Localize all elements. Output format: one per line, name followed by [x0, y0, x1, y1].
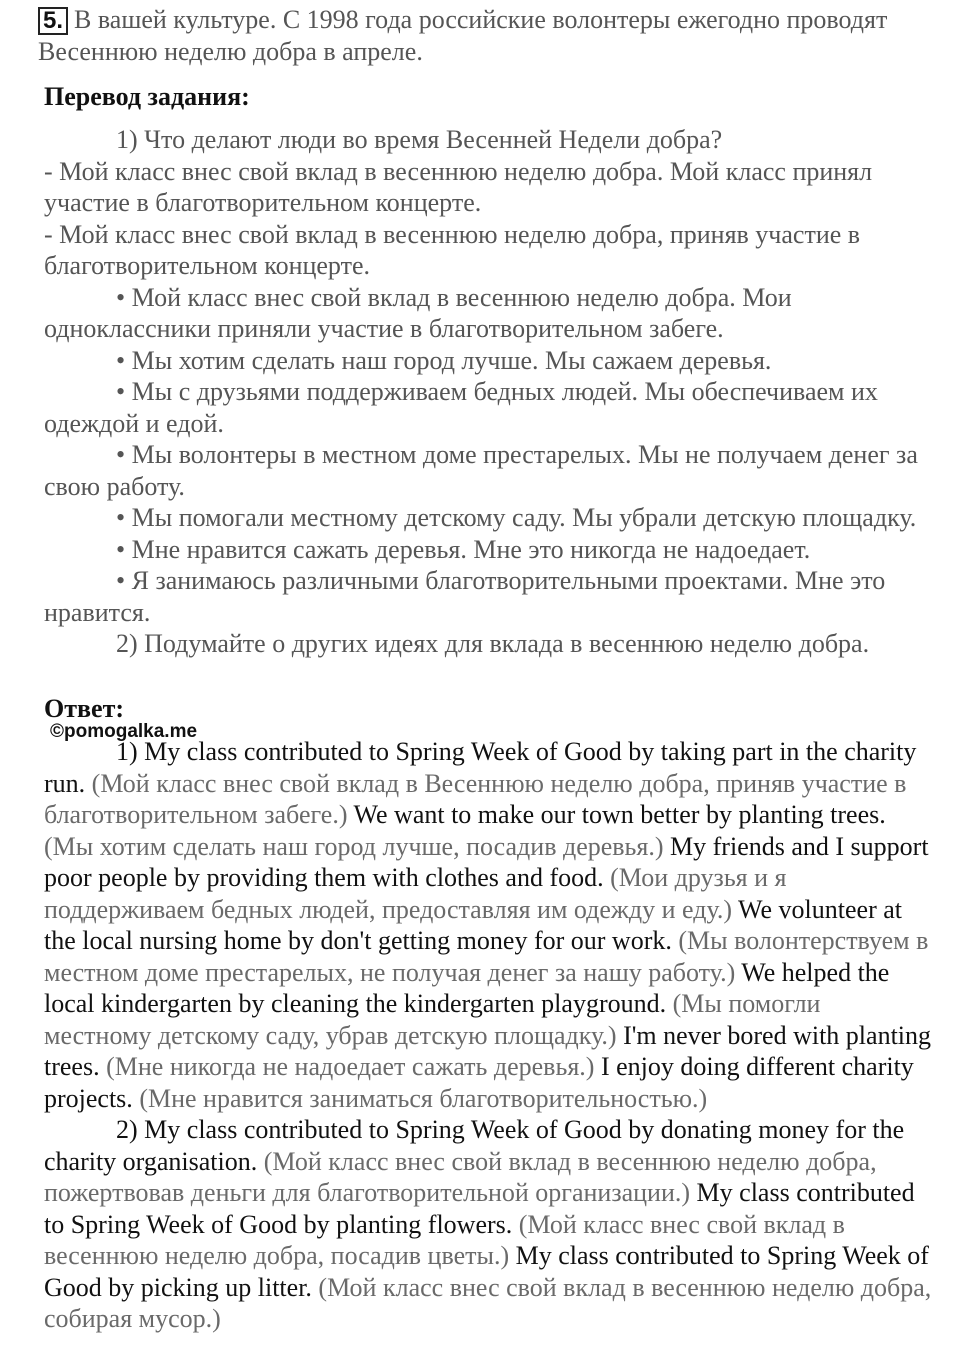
translation-bullet: • Мне нравится сажать деревья. Мне это никогда не надоедает.: [116, 534, 811, 564]
translation-line: - Мой класс внес свой вклад в весеннюю неделю добра, приняв участие в благотворительном концерте.: [44, 219, 861, 280]
translation-bullet: • Я занимаюсь различными благотворительными проектами. Мне это нравится.: [44, 566, 886, 627]
answer-russian: (Мы волонтерствуем в местном доме престарелых, не получая денег за нашу работу.): [44, 926, 929, 987]
translation-line: - Мой класс внес свой вклад в весеннюю неделю добра. Мой класс принял участие в благотворительном концерте.: [44, 156, 873, 217]
answer-russian: (Мой класс внес свой вклад в весеннюю неделю добра, собирая мусор.): [44, 1272, 932, 1333]
answer-block: [44, 736, 934, 1335]
answer-paragraph-2: [44, 1114, 934, 1335]
translation-question-2: 2) Подумайте о других идеях для вклада в весеннюю неделю добра.: [116, 629, 870, 658]
translation-bullet: • Мой класс внес свой вклад в весеннюю неделю добра. Мои одноклассники приняли участие в благотворительном забеге.: [44, 282, 792, 343]
answer-paragraph-1: [44, 736, 934, 1114]
answer-english: I enjoy doing different charity projects.: [44, 1052, 914, 1113]
answer-russian: (Мне нравится заниматься благотворительностью.): [139, 1083, 708, 1113]
answer-english: My friends and I support poor people by providing them with clothes and food.: [44, 831, 929, 892]
task-number: 5.: [38, 7, 68, 35]
translation-question-1: 1) Что делают люди во время Весенней Недели добра?: [116, 125, 723, 154]
translation-block: [44, 124, 934, 660]
translation-bullet: • Мы с друзьями поддерживаем бедных людей. Мы обеспечиваем их одеждой и едой.: [44, 377, 878, 438]
answer-russian: (Мы хотим сделать наш город лучше, посадив деревья.): [44, 831, 664, 861]
translation-heading: Перевод задания:: [44, 82, 250, 111]
answer-heading: Ответ:: [44, 694, 125, 723]
answer-russian: (Мой класс внес свой вклад в весеннюю неделю добра, пожертвовав деньги для благотворительной организации.): [44, 1146, 877, 1207]
translation-bullet: • Мы волонтеры в местном доме престарелых. Мы не получаем денег за свою работу.: [44, 440, 918, 501]
answer-russian: (Мои друзья и я поддерживаем бедных людей, предоставляя им одежду и еду.): [44, 863, 787, 924]
answer-english: We want to make our town better by planting trees.: [353, 800, 886, 829]
answer-russian: (Мы помогли местному детскому саду, убрав детскую площадку.): [44, 989, 821, 1050]
answer-english: We helped the local kindergarten by cleaning the kindergarten playground.: [44, 957, 890, 1018]
watermark: ©pomogalka.me: [50, 721, 198, 742]
answer-english: 1) My class contributed to Spring Week of Good by taking part in the charity run.: [44, 737, 917, 798]
answer-russian: (Мне никогда не надоедает сажать деревья.): [106, 1052, 595, 1081]
answer-english: My class contributed to Spring Week of Good by picking up litter.: [44, 1241, 929, 1302]
answer-russian: (Мой класс внес свой вклад в Весеннюю неделю добра, приняв участие в благотворительном забеге.): [44, 768, 907, 829]
answer-russian: (Мой класс внес свой вклад в весеннюю неделю добра, посадив цветы.): [44, 1209, 845, 1270]
answer-english: 2) My class contributed to Spring Week of Good by donating money for the charity organisation.: [44, 1115, 905, 1176]
task-intro: [38, 4, 938, 68]
translation-bullet: • Мы помогали местному детскому саду. Мы убрали детскую площадку.: [116, 503, 917, 532]
answer-english: I'm never bored with planting trees.: [44, 1020, 932, 1081]
answer-english: My class contributed to Spring Week of Good by planting flowers.: [44, 1178, 915, 1239]
answer-english: We volunteer at the local nursing home by don't getting money for our work.: [44, 894, 902, 955]
translation-bullet: • Мы хотим сделать наш город лучше. Мы сажаем деревья.: [116, 345, 772, 375]
task-text: В вашей культуре. С 1998 года российские волонтеры ежегодно проводят Весеннюю неделю добра в апреле.: [38, 5, 888, 66]
